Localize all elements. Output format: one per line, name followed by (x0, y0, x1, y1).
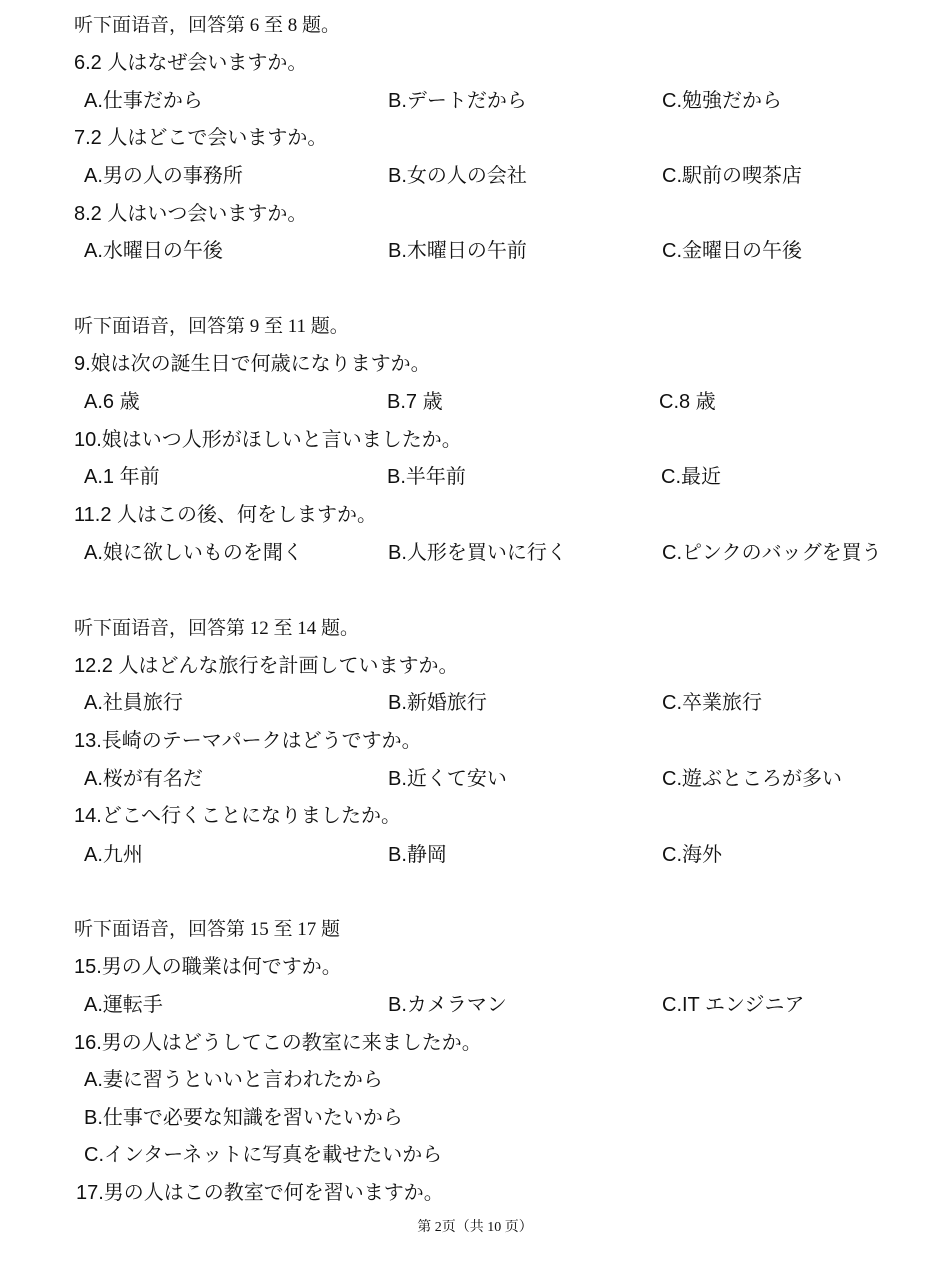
option-a: A.仕事だから (84, 90, 203, 112)
option-b: B.カメラマン (388, 994, 507, 1016)
option-c: C.卒業旅行 (662, 692, 762, 714)
section-heading: 听下面语音，回答第 15 至 17 题 (74, 919, 341, 940)
option-a: A.妻に習うといいと言われたから (84, 1069, 383, 1091)
option-c: C.海外 (662, 844, 722, 866)
option-b: B.女の人の会社 (388, 165, 527, 187)
question-text: 16.男の人はどうしてこの教室に来ましたか。 (74, 1032, 482, 1054)
option-a: A.水曜日の午後 (84, 240, 223, 262)
option-c: C.金曜日の午後 (662, 240, 802, 262)
option-c: C.遊ぶところが多い (662, 768, 842, 790)
section-heading: 听下面语音，回答第 12 至 14 题。 (74, 618, 360, 639)
option-c: C.インターネットに写真を載せたいから (84, 1144, 443, 1166)
section-heading: 听下面语音，回答第 6 至 8 题。 (74, 15, 341, 36)
option-b: B.人形を買いに行く (388, 542, 567, 564)
option-b: B.近くて安い (388, 768, 507, 790)
option-b: B.7 歳 (387, 391, 443, 413)
option-a: A.男の人の事務所 (84, 165, 243, 187)
option-a: A.運転手 (84, 994, 163, 1016)
option-a: A.桜が有名だ (84, 768, 203, 790)
option-b: B.仕事で必要な知識を習いたいから (84, 1107, 403, 1129)
question-text: 7.2 人はどこで会いますか。 (74, 127, 328, 149)
section-heading: 听下面语音，回答第 9 至 11 题。 (74, 316, 349, 337)
option-b: B.新婚旅行 (388, 692, 487, 714)
option-b: B.木曜日の午前 (388, 240, 527, 262)
question-text: 14.どこへ行くことになりましたか。 (74, 805, 402, 827)
question-text: 6.2 人はなぜ会いますか。 (74, 52, 308, 74)
option-a: A.6 歳 (84, 391, 140, 413)
option-c: C.最近 (661, 466, 721, 488)
question-text: 10.娘はいつ人形がほしいと言いましたか。 (74, 429, 462, 451)
question-text: 9.娘は次の誕生日で何歳になりますか。 (74, 353, 431, 375)
page-footer: 第 2页（共 10 页） (417, 1220, 533, 1235)
option-c: C.8 歳 (659, 391, 716, 413)
option-c: C.勉強だから (662, 90, 782, 112)
option-a: A.九州 (84, 844, 143, 866)
option-b: B.半年前 (387, 466, 466, 488)
question-text: 15.男の人の職業は何ですか。 (74, 956, 342, 978)
option-b: B.デートだから (388, 90, 527, 112)
question-text: 12.2 人はどんな旅行を計画していますか。 (74, 655, 459, 677)
option-b: B.静岡 (388, 844, 447, 866)
question-text: 17.男の人はこの教室で何を習いますか。 (76, 1182, 444, 1204)
option-c: C.駅前の喫茶店 (662, 165, 802, 187)
option-a: A.1 年前 (84, 466, 160, 488)
question-text: 13.長崎のテーマパークはどうですか。 (74, 730, 422, 752)
option-a: A.娘に欲しいものを聞く (84, 542, 303, 564)
option-a: A.社員旅行 (84, 692, 183, 714)
question-text: 11.2 人はこの後、何をしますか。 (74, 504, 377, 526)
question-text: 8.2 人はいつ会いますか。 (74, 203, 308, 225)
option-c: C.IT エンジニア (662, 994, 805, 1016)
option-c: C.ピンクのバッグを買う (662, 542, 882, 564)
